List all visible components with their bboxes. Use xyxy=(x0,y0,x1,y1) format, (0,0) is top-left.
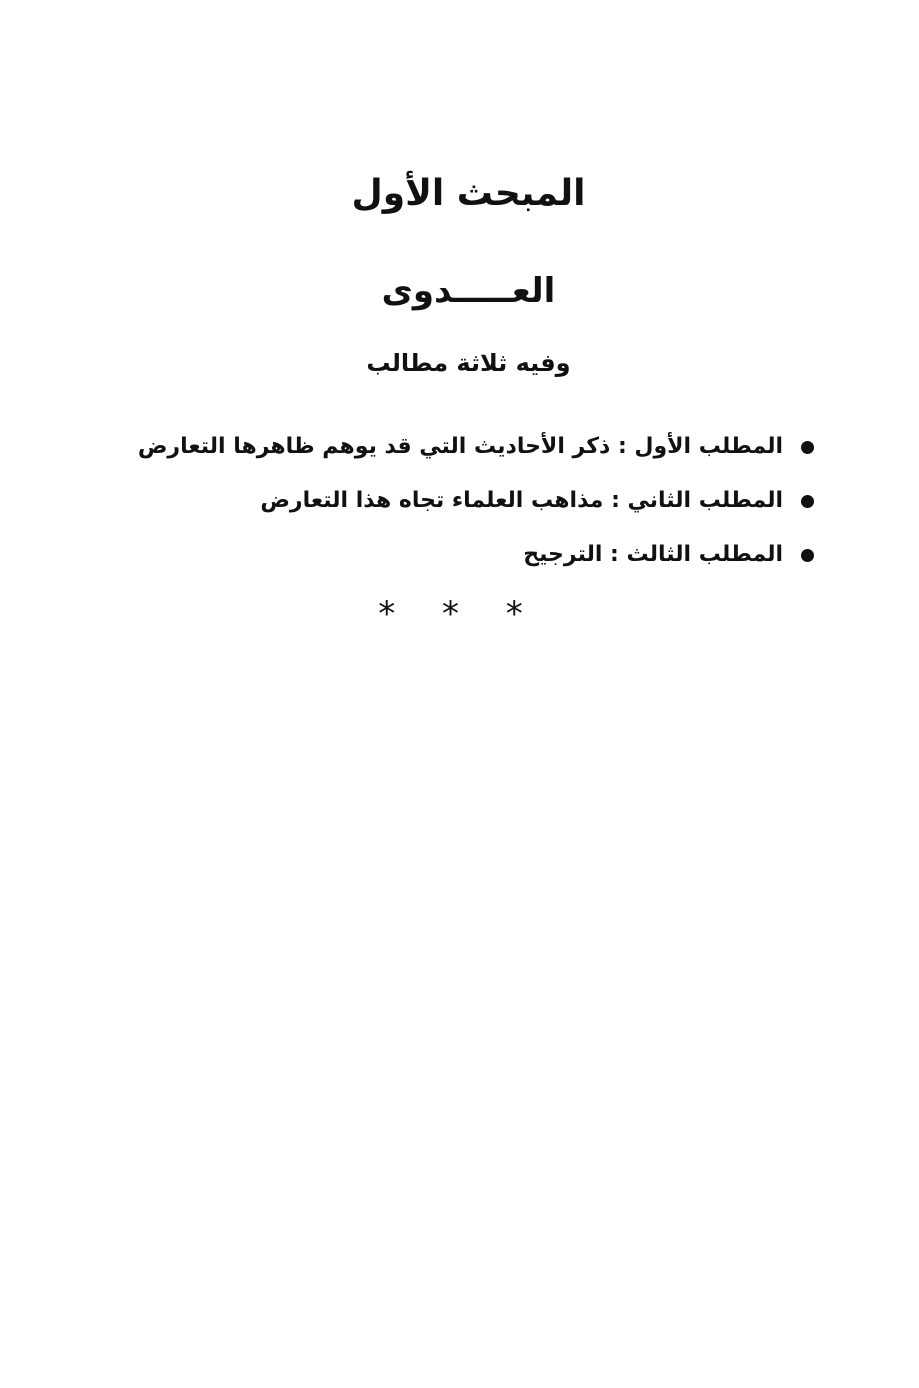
subsection-item-3 xyxy=(200,528,814,582)
chapter-title: المبحث الأول xyxy=(351,173,586,214)
subsection-list xyxy=(137,420,814,582)
subsection-item-2 xyxy=(200,474,814,528)
subsection-text-3: المطلب الثالث : الترجيح xyxy=(523,542,783,567)
subsection-text-1: المطلب الأول : ذكر الأحاديث التي قد يوهم ظاهرها التعارض xyxy=(137,434,783,459)
bullet-icon xyxy=(801,495,814,508)
bullet-icon xyxy=(801,441,814,454)
star-divider: * * * xyxy=(378,594,541,634)
topic-title: العـــــدوى xyxy=(381,271,556,311)
section-intro: وفيه ثلاثة مطالب xyxy=(366,349,571,377)
bullet-icon xyxy=(801,549,814,562)
subsection-text-2: المطلب الثاني : مذاهب العلماء تجاه هذا التعارض xyxy=(260,488,783,513)
subsection-item-1 xyxy=(137,420,814,474)
